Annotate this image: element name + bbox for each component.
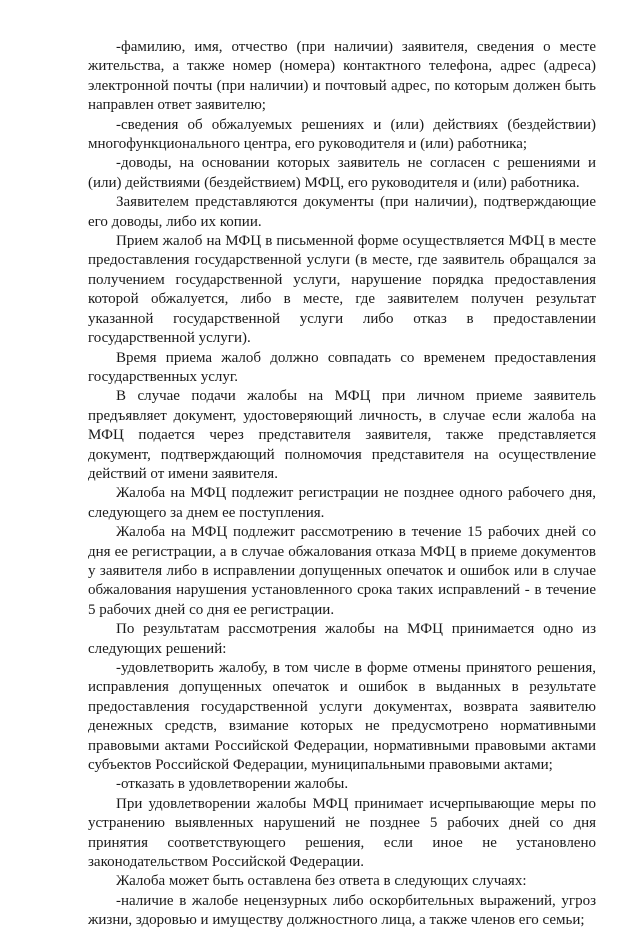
paragraph-applicant-details: -фамилию, имя, отчество (при наличии) заявителя, сведения о месте жительства, а также номер (номера) контактного телефона, адрес (адреса) электронной почты (при наличии) и почтовый адрес, по которым должен быть направлен ответ заявителю; (88, 39, 596, 114)
paragraph-satisfy-complaint: -удовлетворить жалобу, в том числе в форме отмены принятого решения, исправления допущенных опечаток и ошибок в выданных в результате предоставления государственной услуги документах, возврата заявителю денежных средств, взимание которых не предусмотрено нормативными правовыми актами Российской Федерации, нормативными правовыми актами субъектов Российской Федерации, муниципальными правовыми актами; (88, 660, 596, 774)
paragraph-remedial-measures: При удовлетворении жалобы МФЦ принимает исчерпывающие меры по устранению выявленных нарушений не позднее 5 рабочих дней со дня принятия соответствующего решения, если иное не установлено законодательством Российской Федерации. (88, 795, 596, 871)
paragraph-obscene-language: -наличие в жалобе нецензурных либо оскорбительных выражений, угроз жизни, здоровью и имуществу должностного лица, а также членов его семьи; (88, 892, 596, 929)
paragraph-review-period: Жалоба на МФЦ подлежит рассмотрению в течение 15 рабочих дней со дня ее регистрации, а в случае обжалования отказа МФЦ в приеме документов у заявителя либо в исправлении допущенных опечаток и ошибок или в случае обжалования нарушения установленного срока таких исправлений - в течение 5 рабочих дней со дня ее регистрации. (88, 524, 596, 618)
paragraph-no-response-cases: Жалоба может быть оставлена без ответа в следующих случаях: (116, 873, 527, 890)
paragraph-registration-deadline: Жалоба на МФЦ подлежит регистрации не позднее одного рабочего дня, следующего за днем ее поступления. (88, 485, 596, 521)
paragraph-personal-reception: В случае подачи жалобы на МФЦ при личном приеме заявитель предъявляет документ, удостоверяющий личность, в случае если жалоба на МФЦ подается через представителя заявителя, также представляется документ, подтверждающий полномочия представителя на осуществление действий от имени заявителя. (88, 388, 596, 482)
paragraph-supporting-documents: Заявителем представляются документы (при наличии), подтверждающие его доводы, либо их копии. (88, 194, 596, 230)
document-page (88, 38, 596, 931)
paragraph-arguments: -доводы, на основании которых заявитель не согласен с решениями и (или) действиями (бездействием) МФЦ, его руководителя и (или) работника. (88, 155, 596, 191)
paragraph-reception-time: Время приема жалоб должно совпадать со временем предоставления государственных услуг. (88, 349, 596, 385)
paragraph-appealed-decisions: -сведения об обжалуемых решениях и (или) действиях (бездействии) многофункционального центра, его руководителя и (или) работника; (88, 116, 596, 153)
paragraph-review-results: По результатам рассмотрения жалобы на МФЦ принимается одно из следующих решений: (88, 621, 596, 657)
paragraph-written-complaints: Прием жалоб на МФЦ в письменной форме осуществляется МФЦ в месте предоставления государственной услуги (в месте, где заявитель обращался за получением государственной услуги, нарушение порядка предоставления которой обжалуется, либо в месте, где заявителем получен результат указанной государственной услуги либо отказ в предоставлении государственной услуги). (88, 233, 596, 347)
paragraph-refuse-complaint: -отказать в удовлетворении жалобы. (116, 776, 349, 793)
